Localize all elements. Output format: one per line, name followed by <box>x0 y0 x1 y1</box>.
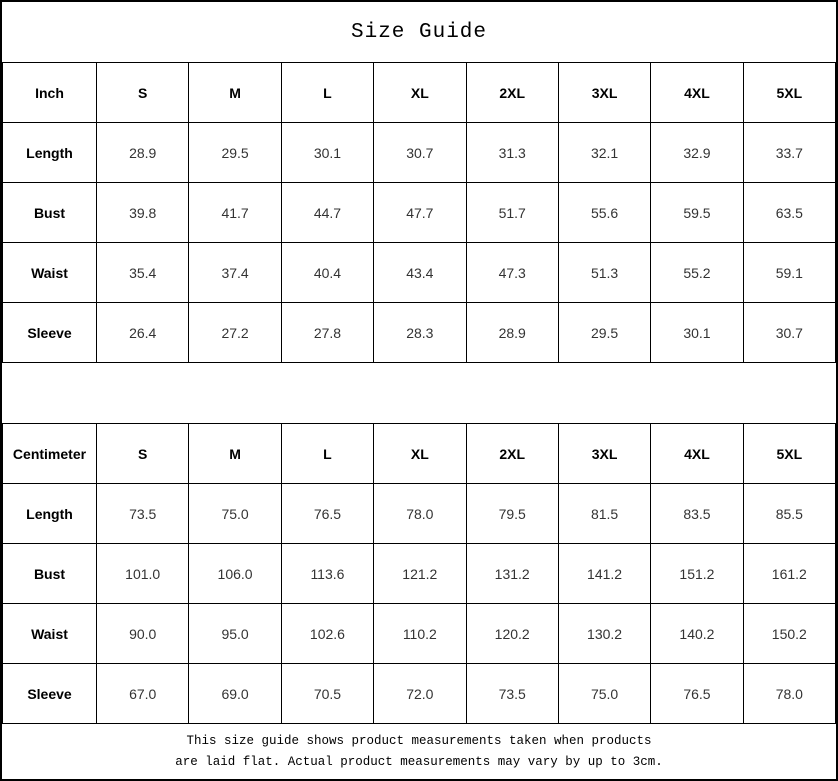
size-column-header: 4XL <box>651 424 743 484</box>
measurement-cell: 141.2 <box>558 544 650 604</box>
header-row <box>3 63 836 123</box>
measurement-cell: 30.1 <box>651 303 743 363</box>
row-label: Sleeve <box>3 664 97 724</box>
measurement-cell: 70.5 <box>281 664 373 724</box>
measurement-cell: 43.4 <box>374 243 466 303</box>
measurement-cell: 37.4 <box>189 243 281 303</box>
measurement-cell: 90.0 <box>97 604 189 664</box>
measurement-cell: 39.8 <box>97 183 189 243</box>
size-column-header: 3XL <box>558 424 650 484</box>
measurement-cell: 29.5 <box>189 123 281 183</box>
measurement-cell: 28.3 <box>374 303 466 363</box>
measurement-cell: 131.2 <box>466 544 558 604</box>
measurement-cell: 113.6 <box>281 544 373 604</box>
size-column-header: XL <box>374 63 466 123</box>
measurement-cell: 30.7 <box>743 303 835 363</box>
measurement-cell: 55.2 <box>651 243 743 303</box>
measurement-cell: 27.8 <box>281 303 373 363</box>
measurement-cell: 106.0 <box>189 544 281 604</box>
size-column-header: 2XL <box>466 63 558 123</box>
size-column-header: M <box>189 63 281 123</box>
measurement-cell: 28.9 <box>97 123 189 183</box>
measurement-cell: 30.7 <box>374 123 466 183</box>
measurement-cell: 72.0 <box>374 664 466 724</box>
measurement-cell: 78.0 <box>743 664 835 724</box>
measurement-cell: 161.2 <box>743 544 835 604</box>
footer-note-line1: This size guide shows product measurements taken when products <box>186 733 652 748</box>
measurement-cell: 47.7 <box>374 183 466 243</box>
measurement-cell: 85.5 <box>743 484 835 544</box>
table-row <box>3 544 836 604</box>
size-column-header: L <box>281 424 373 484</box>
measurement-cell: 102.6 <box>281 604 373 664</box>
inch-table <box>2 62 836 363</box>
measurement-cell: 30.1 <box>281 123 373 183</box>
measurement-cell: 59.5 <box>651 183 743 243</box>
unit-header: Centimeter <box>3 424 97 484</box>
measurement-cell: 75.0 <box>558 664 650 724</box>
table-row <box>3 243 836 303</box>
size-column-header: S <box>97 63 189 123</box>
measurement-cell: 130.2 <box>558 604 650 664</box>
measurement-cell: 33.7 <box>743 123 835 183</box>
size-column-header: M <box>189 424 281 484</box>
measurement-cell: 69.0 <box>189 664 281 724</box>
measurement-cell: 73.5 <box>466 664 558 724</box>
measurement-cell: 75.0 <box>189 484 281 544</box>
table-row <box>3 484 836 544</box>
measurement-cell: 76.5 <box>281 484 373 544</box>
measurement-cell: 151.2 <box>651 544 743 604</box>
table-row <box>3 183 836 243</box>
spacer-row <box>2 363 836 423</box>
measurement-cell: 63.5 <box>743 183 835 243</box>
measurement-cell: 121.2 <box>374 544 466 604</box>
header-row <box>3 424 836 484</box>
measurement-cell: 44.7 <box>281 183 373 243</box>
measurement-cell: 40.4 <box>281 243 373 303</box>
size-column-header: 2XL <box>466 424 558 484</box>
measurement-cell: 55.6 <box>558 183 650 243</box>
size-column-header: S <box>97 424 189 484</box>
size-column-header: XL <box>374 424 466 484</box>
size-column-header: 5XL <box>743 424 835 484</box>
measurement-cell: 59.1 <box>743 243 835 303</box>
footer-note <box>2 724 836 779</box>
measurement-cell: 67.0 <box>97 664 189 724</box>
size-column-header: 3XL <box>558 63 650 123</box>
table-row <box>3 664 836 724</box>
measurement-cell: 76.5 <box>651 664 743 724</box>
measurement-cell: 31.3 <box>466 123 558 183</box>
table-row <box>3 604 836 664</box>
measurement-cell: 32.9 <box>651 123 743 183</box>
row-label: Length <box>3 123 97 183</box>
measurement-cell: 73.5 <box>97 484 189 544</box>
page-title: Size Guide <box>350 20 488 44</box>
table-row <box>3 123 836 183</box>
measurement-cell: 32.1 <box>558 123 650 183</box>
measurement-cell: 120.2 <box>466 604 558 664</box>
measurement-cell: 78.0 <box>374 484 466 544</box>
row-label: Bust <box>3 183 97 243</box>
measurement-cell: 41.7 <box>189 183 281 243</box>
measurement-cell: 79.5 <box>466 484 558 544</box>
row-label: Sleeve <box>3 303 97 363</box>
row-label: Length <box>3 484 97 544</box>
table-row <box>3 303 836 363</box>
measurement-cell: 150.2 <box>743 604 835 664</box>
unit-header: Inch <box>3 63 97 123</box>
measurement-cell: 47.3 <box>466 243 558 303</box>
size-column-header: 5XL <box>743 63 835 123</box>
measurement-cell: 51.7 <box>466 183 558 243</box>
measurement-cell: 28.9 <box>466 303 558 363</box>
centimeter-table <box>2 423 836 724</box>
measurement-cell: 29.5 <box>558 303 650 363</box>
measurement-cell: 26.4 <box>97 303 189 363</box>
measurement-cell: 83.5 <box>651 484 743 544</box>
row-label: Bust <box>3 544 97 604</box>
measurement-cell: 35.4 <box>97 243 189 303</box>
measurement-cell: 51.3 <box>558 243 650 303</box>
measurement-cell: 95.0 <box>189 604 281 664</box>
row-label: Waist <box>3 243 97 303</box>
measurement-cell: 81.5 <box>558 484 650 544</box>
measurement-cell: 27.2 <box>189 303 281 363</box>
size-column-header: L <box>281 63 373 123</box>
measurement-cell: 110.2 <box>374 604 466 664</box>
measurement-cell: 140.2 <box>651 604 743 664</box>
row-label: Waist <box>3 604 97 664</box>
measurement-cell: 101.0 <box>97 544 189 604</box>
size-column-header: 4XL <box>651 63 743 123</box>
footer-note-line2: are laid flat. Actual product measurements may vary by up to 3cm. <box>175 755 663 769</box>
